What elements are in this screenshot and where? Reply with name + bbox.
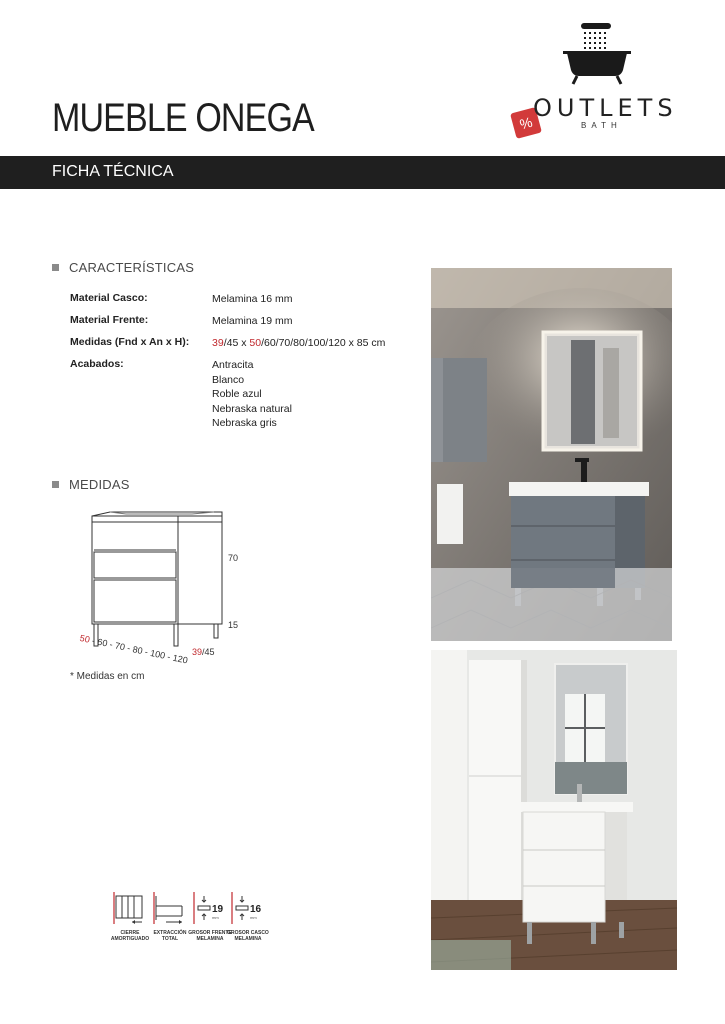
body-thickness-icon xyxy=(230,890,266,926)
caption-line: AMORTIGUADO xyxy=(110,936,150,942)
width-highlight: 50 xyxy=(249,337,262,349)
caption-line: TOTAL xyxy=(161,936,179,942)
caracteristicas-heading-text: CARACTERÍSTICAS xyxy=(69,260,195,275)
depth-highlight: 39 xyxy=(212,337,224,349)
spec-label: Acabados: xyxy=(70,358,124,370)
width-highlight: 50 xyxy=(78,632,91,645)
measurement-note: * Medidas en cm xyxy=(70,671,145,682)
medidas-heading xyxy=(52,477,130,492)
soft-close-icon xyxy=(112,890,148,926)
width-options: - 60 - 70 - 80 - 100 - 120 xyxy=(88,634,189,666)
caption-line: EXTRACCIÓN xyxy=(153,930,187,936)
leg-height-label: 15 xyxy=(228,620,239,630)
finish-item: Antracita xyxy=(212,359,254,371)
spec-label: Material Casco: xyxy=(70,292,148,304)
discount-tag-icon: % xyxy=(510,107,542,139)
spec-label: Medidas (Fnd x An x H): xyxy=(70,336,190,348)
logo-sub-text: BATH xyxy=(581,121,622,130)
caption-line: CIERRE xyxy=(120,930,140,936)
finish-item: Blanco xyxy=(212,373,245,386)
brand-logo xyxy=(505,18,678,140)
body-thickness-caption xyxy=(223,930,273,942)
front-thickness-icon xyxy=(192,890,228,926)
finish-item: Roble azul xyxy=(212,388,262,400)
spec-value-dimensions xyxy=(212,336,385,351)
caption-line: MELAMINA xyxy=(234,936,262,942)
depth-options-label xyxy=(192,642,215,660)
band-label: FICHA TÉCNICA xyxy=(52,163,174,180)
page-title: MUEBLE ONEGA xyxy=(52,96,314,140)
product-photo-grey xyxy=(431,268,672,641)
thickness-unit: mm xyxy=(250,915,257,920)
depth-highlight: 39 xyxy=(192,647,203,657)
thickness-number: 16 xyxy=(250,904,262,915)
dimension-text: /45 x xyxy=(223,337,250,349)
spec-label: Material Frente: xyxy=(70,314,149,326)
product-photo-white xyxy=(431,650,677,970)
square-bullet-icon xyxy=(52,264,59,271)
bathtub-icon xyxy=(505,18,670,90)
medidas-heading-text: MEDIDAS xyxy=(69,477,130,492)
height-label: 70 xyxy=(228,553,239,563)
finish-item: Nebraska gris xyxy=(212,417,277,429)
finishes-list xyxy=(212,358,292,431)
logo-brand-text: OUTLETS xyxy=(533,94,678,122)
finish-item: Nebraska natural xyxy=(212,402,292,415)
depth-options: /45 xyxy=(202,647,215,657)
full-extraction-icon xyxy=(152,890,188,926)
square-bullet-icon xyxy=(52,481,59,488)
dimension-text: /60/70/80/100/120 x 85 cm xyxy=(261,337,386,349)
caption-line: MELAMINA xyxy=(196,936,224,942)
spec-value: Melamina 16 mm xyxy=(212,293,293,305)
caption-line: GROSOR FRENTE xyxy=(188,930,232,936)
section-band xyxy=(0,156,725,189)
caracteristicas-heading xyxy=(52,260,194,275)
spec-value: Melamina 19 mm xyxy=(212,315,293,327)
thickness-unit: mm xyxy=(212,915,219,920)
thickness-number: 19 xyxy=(212,904,224,915)
caption-line: GROSOR CASCO xyxy=(227,930,269,936)
